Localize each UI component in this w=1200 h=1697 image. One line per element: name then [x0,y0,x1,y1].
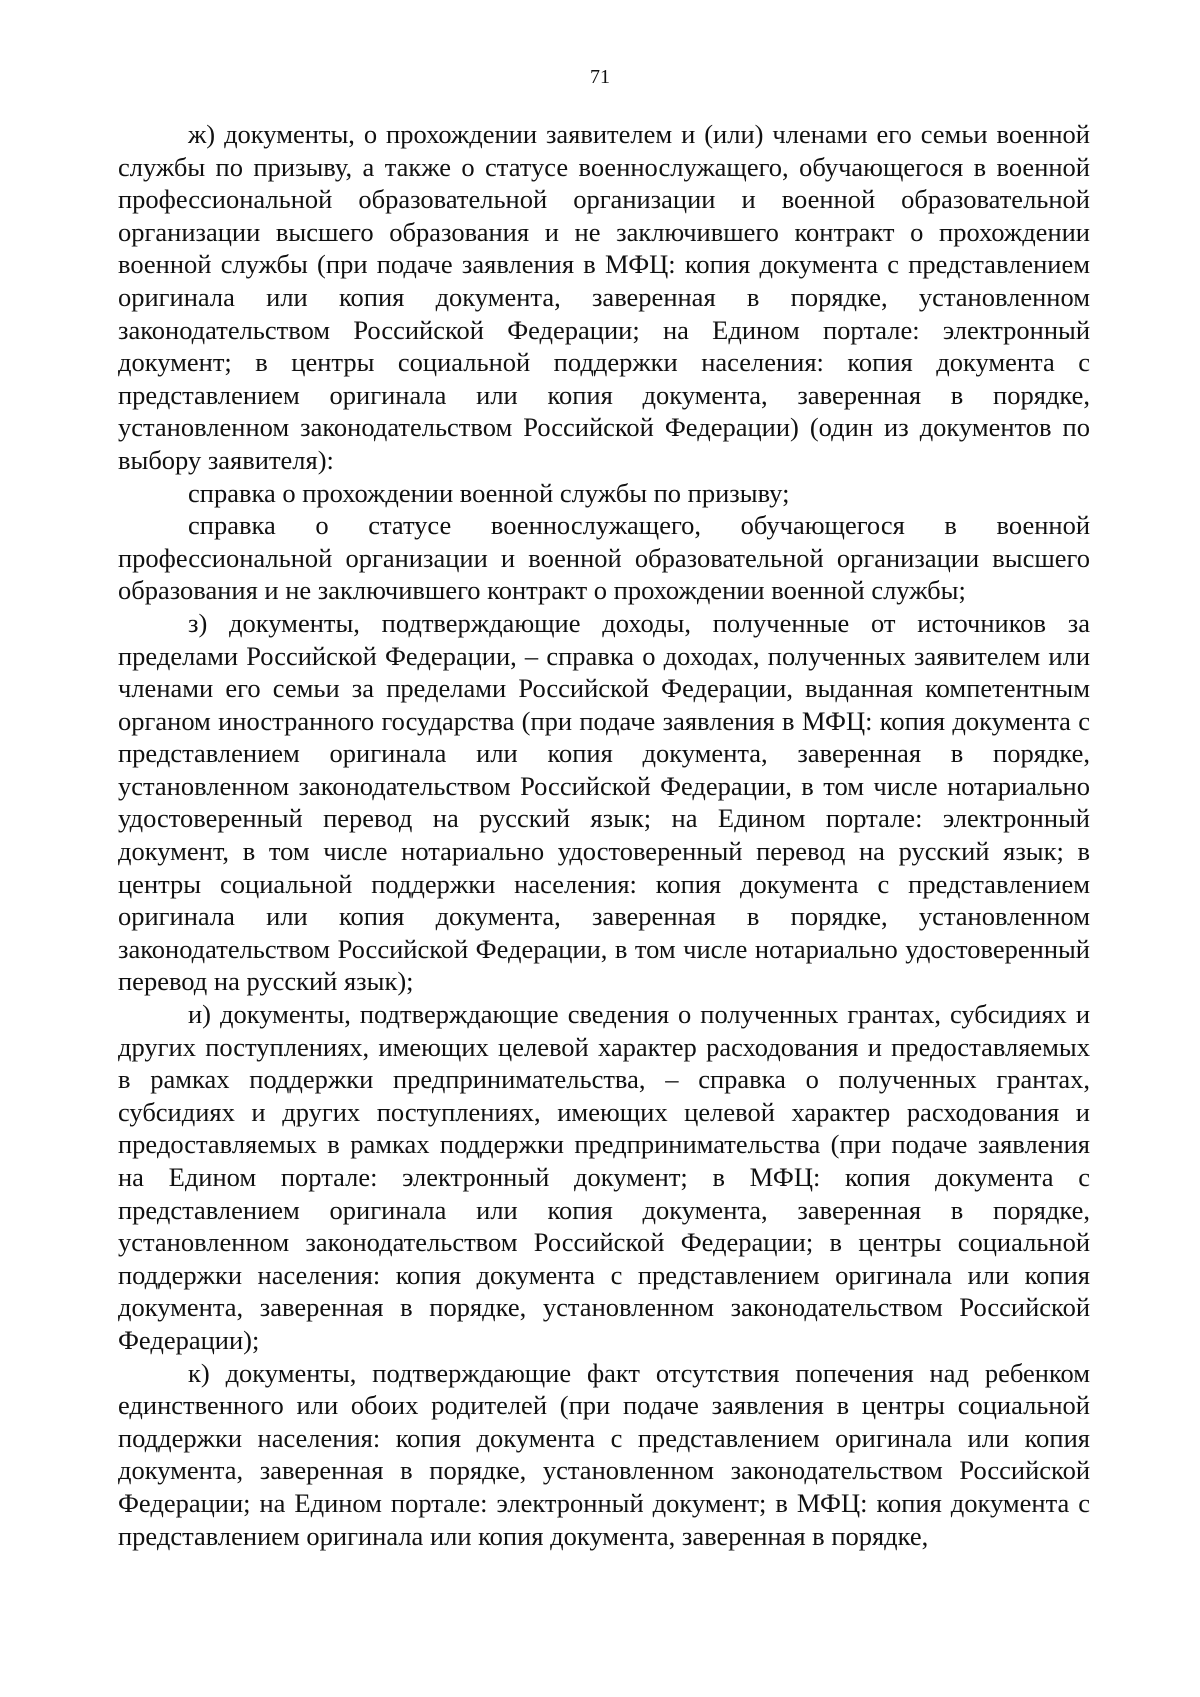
paragraph-z-foreign-income-documents: з) документы, подтверждающие доходы, полученные от источников за пределами Российской Федерации, – справка о доходах, полученных заявителем или членами его семьи за пределами Российской Федерации, выданная компетентным органом иностранного государства (при подаче заявления в МФЦ: копия документа с представлением оригинала или копия документа, заверенная в порядке, установленном законодательством Российской Федерации, в том числе нотариально удостоверенный перевод на русский язык; на Едином портале: электронный документ, в том числе нотариально удостоверенный перевод на русский язык; в центры социальной поддержки населения: копия документа с представлением оригинала или копия документа, заверенная в порядке, установленном законодательством Российской Федерации, в том числе нотариально удостоверенный перевод на русский язык); [118,607,1090,997]
paragraph-k-lack-of-parental-care-documents: к) документы, подтверждающие факт отсутствия попечения над ребенком единственного или обоих родителей (при подаче заявления в центры социальной поддержки населения: копия документа с представлением оригинала или копия документа, заверенная в порядке, установленном законодательством Российской Федерации; на Едином портале: электронный документ; в МФЦ: копия документа с представлением оригинала или копия документа, заверенная в порядке, [118,1357,1090,1551]
paragraph-cadet-status-certificate: справка о статусе военнослужащего, обучающегося в военной профессиональной организации и военной образовательной организации высшего образования и не заключившего контракт о прохождении военной службы; [118,510,1090,606]
document-body [118,118,1090,1552]
paragraph-i-grants-subsidies-documents: и) документы, подтверждающие сведения о полученных грантах, субсидиях и других поступлениях, имеющих целевой характер расходования и предоставляемых в рамках поддержки предпринимательства, – справка о полученных грантах, субсидиях и других поступлениях, имеющих целевой характер расходования и предоставляемых в рамках поддержки предпринимательства (при подаче заявления на Едином портале: электронный документ; в МФЦ: копия документа с представлением оригинала или копия документа, заверенная в порядке, установленном законодательством Российской Федерации; в центры социальной поддержки населения: копия документа с представлением оригинала или копия документа, заверенная в порядке, установленном законодательством Российской Федерации); [118,999,1090,1355]
paragraph-conscription-certificate: справка о прохождении военной службы по призыву; [188,477,790,508]
paragraph-zh-military-service-documents: ж) документы, о прохождении заявителем и (или) членами его семьи военной службы по призыву, а также о статусе военнослужащего, обучающегося в военной профессиональной образовательной организации и военной образовательной организации высшего образования и не заключившего контракт о прохождении военной службы (при подаче заявления в МФЦ: копия документа с представлением оригинала или копия документа, заверенная в порядке, установленном законодательством Российской Федерации; на Едином портале: электронный документ; в центры социальной поддержки населения: копия документа с представлением оригинала или копия документа, заверенная в порядке, установленном законодательством Российской Федерации) (один из документов по выбору заявителя): [118,119,1090,475]
page-number: 71 [590,66,610,88]
